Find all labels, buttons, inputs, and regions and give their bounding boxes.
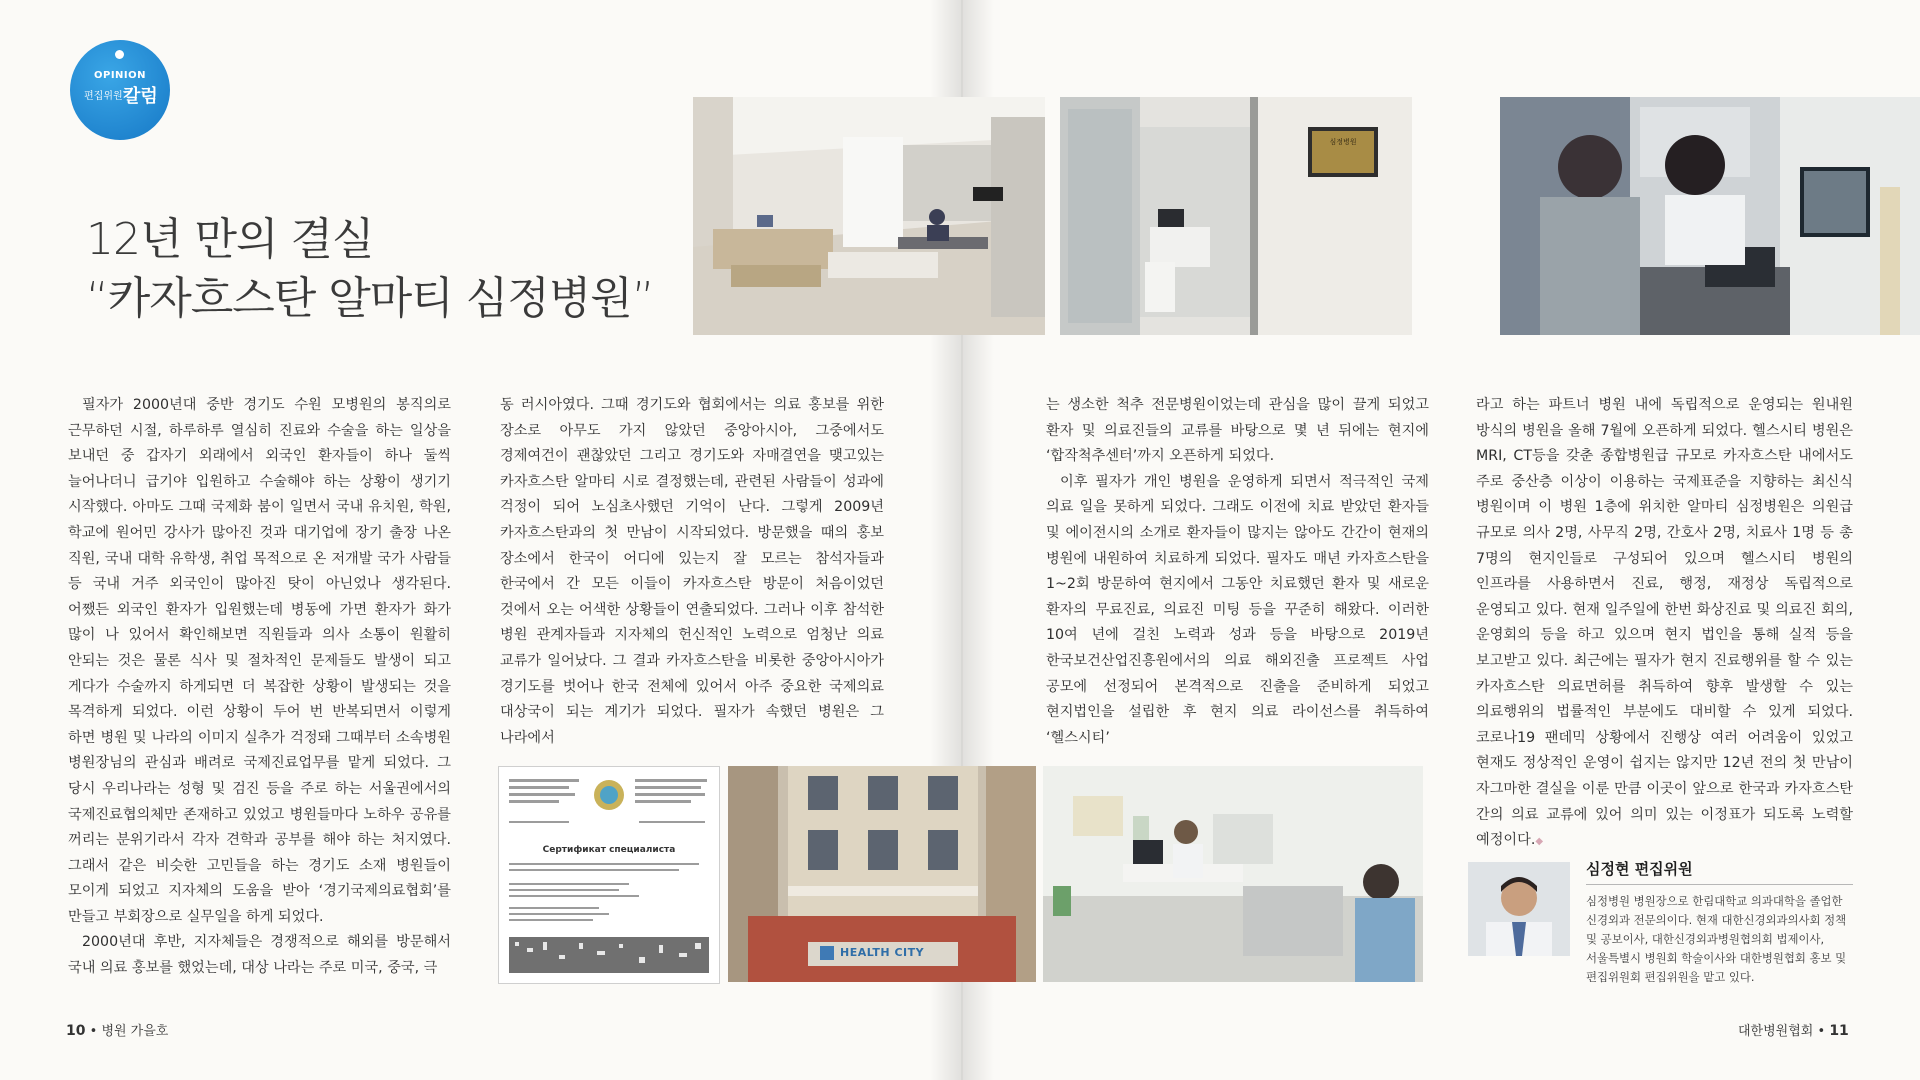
end-mark-icon: ◆ — [1535, 836, 1544, 848]
paragraph: 는 생소한 척추 전문병원이었는데 관심을 많이 끌게 되었고 환자 및 의료진들의 교류를 바탕으로 몇 년 뒤에는 현지에 ‘합작척추센터’까지 오픈하게 되었다. — [1046, 397, 1429, 465]
column-1 — [68, 393, 451, 982]
article-title — [86, 212, 654, 330]
author-divider — [1586, 884, 1853, 885]
office-plaque-photo — [1060, 97, 1412, 335]
certificate-heading: Сертификат специалиста — [542, 845, 676, 855]
column-4 — [1476, 393, 1853, 854]
paragraph: 2000년대 후반, 지자체들은 경쟁적으로 해외를 방문해서 국내 의료 홍보를 했었는데, 대상 나라는 주로 미국, 중국, 극 — [68, 934, 451, 977]
folio-bullet-icon: • — [1817, 1024, 1830, 1039]
left-page-number: 10 — [66, 1023, 86, 1039]
building-photo — [728, 766, 1036, 982]
consultation-photo — [1500, 97, 1920, 335]
lobby-photo — [693, 97, 1045, 335]
left-folio — [66, 1020, 168, 1039]
folio-bullet-icon: • — [89, 1024, 102, 1039]
badge-dot-icon — [115, 50, 124, 59]
badge-column-label: 칼럼 — [123, 86, 158, 107]
right-page-number: 11 — [1829, 1023, 1849, 1039]
left-folio-label: 병원 가을호 — [101, 1024, 169, 1039]
author-bio: 심정병원 병원장으로 한림대학교 의과대학을 졸업한 신경외과 전문의이다. 현재 대한신경외과의사회 정책 및 공보이사, 대한신경외과병원협의회 법제이사, 서울특별시 병원회 학술이사와 대한병원협회 홍보 및 편집위원회 편집위원을 맡고 있다. — [1586, 894, 1847, 984]
right-folio-label: 대한병원협회 — [1738, 1024, 1814, 1039]
plaque-text: 심정병원 — [1329, 138, 1357, 146]
column-3 — [1046, 393, 1429, 751]
paragraph: 라고 하는 파트너 병원 내에 독립적으로 운영되는 원내원 방식의 병원을 올해 7월에 오픈하게 되었다. 헬스시티 병원은 MRI, CT등을 갖춘 종합병원급 규모로 카자흐스탄 내에서도 주로 중산층 이상이 이용하는 국제표준을 지향하는 최신식 병원이며 이 병원 1층에 위치한 알마티 심정병원은 의원급 규모로 의사 2명, 사무직 2명, 간호사 2명, 치료사 1명 등 총 7명의 현지인들로 구성되어 있으며 헬스시티 병원의 인프라를 사용하면서 진료, 행정, 재정상 독립적으로 운영되고 있다. 현재 일주일에 한번 화상진료 및 의료진 회의, 운영회의 등을 하고 있으며 현지 법인을 통해 실적 등을 보고받고 있다. 최근에는 필자가 현지 진료행위를 할 수 있는 카자흐스탄 의료면허를 취득하여 향후 발생할 수 있는 의료행위의 법률적인 부분에도 대비할 수 있게 되었다. 코로나19 팬데믹 상황에서 진행상 여러 어려움이 있었고 현재도 정상적인 운영이 쉽지는 않지만 12년 전의 첫 만남이 자그마한 결실을 이룬 만큼 이곳이 앞으로 한국과 카자흐스탄 간의 의료 교류에 있어 의미 있는 이정표가 되도록 노력할 예정이다. — [1476, 397, 1853, 849]
opinion-badge — [70, 40, 170, 140]
paragraph: 이후 필자가 개인 병원을 운영하게 되면서 적극적인 국제 의료 일을 못하게 되었다. 그래도 이전에 치료 받았던 환자들 및 에이전시의 소개로 환자들이 많지는 않아도 간간이 현재의 병원에 내원하여 치료하게 되었다. 필자도 매년 카자흐스탄을 1~2회 방문하여 현지에서 그동안 치료했던 환자 및 새로운 환자의 무료진료, 의료진 미팅 등을 꾸준히 해왔다. 이러한 10여 년에 걸친 노력과 성과 등을 바탕으로 2019년 한국보건산업진흥원에서의 의료 해외진출 프로젝트 사업 공모에 선정되어 본격적으로 진출을 준비하게 되었고 현지법인을 설립한 후 현지 의료 라이선스를 취득하여 ‘헬스시티’ — [1046, 473, 1429, 746]
paragraph: 동 러시아였다. 그때 경기도와 협회에서는 의료 홍보를 위한 장소로 아무도 가지 않았던 중앙아시아, 그중에서도 경제여건이 괜찮았던 그리고 경기도와 자매결연을 맺고있는 카자흐스탄 알마티 시로 결정했는데, 관련된 사람들이 성과에 걱정이 되어 노심초사했던 기억이 난다. 그렇게 2009년 카자흐스탄과의 첫 만남이 시작되었다. 방문했을 때의 홍보 장소에서 한국이 어디에 있는지 잘 모르는 참석자들과 한국에서 간 모든 이들이 카자흐스탄 방문이 처음이었던 것에서 오는 어색한 상황들이 연출되었다. 그러나 이후 참석한 병원 관계자들과 지자체의 헌신적인 노력으로 엄청난 의료 교류가 일어났다. 그 결과 카자흐스탄을 비롯한 중앙아시아가 경기도를 벗어나 한국 전체에 있어서 아주 중요한 국제의료 대상국이 되는 계기가 되었다. 필자가 속했던 병원은 그 나라에서 — [500, 397, 884, 746]
certificate-image — [498, 766, 720, 984]
badge-editor-label: 편집위원 — [84, 91, 123, 102]
author-box — [1468, 858, 1853, 998]
title-line-1: 12년 만의 결실 — [86, 214, 374, 265]
right-folio — [1738, 1020, 1849, 1039]
paragraph: 필자가 2000년대 중반 경기도 수원 모병원의 봉직의로 근무하던 시절, 하루하루 열심히 진료와 수술을 하는 일상을 보내던 중 갑자기 외래에서 외국인 환자들이 하나 둘씩 늘어나더니 급기야 입원하고 수술해야 하는 상황이 생기기 시작했다. 아마도 그때 국제화 붐이 일면서 국내 유치원, 학원, 학교에 원어민 강사가 많아진 것과 대기업에 장기 출장 나온 직원, 국내 대학 유학생, 취업 목적으로 온 저개발 국가 사람들 등 국내 거주 외국인이 많아진 탓이 아닌었나 생각된다. 어쨌든 외국인 환자가 입원했는데 병동에 가면 환자가 화가 많이 나 있어서 확인해보면 직원들과 의사 소통이 원활히 안되는 것은 물론 식사 및 절차적인 문제들도 발생이 되고 게다가 수술까지 하게되면 더 복잡한 상황이 발생되는 것을 목격하게 되었다. 이런 상황이 두어 번 반복되면서 이렇게 하면 병원 및 나라의 이미지 실추가 걱정돼 그때부터 소속병원 병원장님의 관심과 배려로 국제진료업무를 맡게 되었다. 그 당시 우리나라는 성형 및 검진 등을 주로 하는 서울권에서의 국제진료협의체만 존재하고 있었고 병원들마다 노하우 공유를 꺼리는 분위기라서 각자 견학과 공부를 해야 하는 처지였다. 그래서 같은 비슷한 고민들을 하는 경기도 소재 병원들이 모이게 되었고 지자체의 도움을 받아 ‘경기국제의료협회’를 만들고 부회장으로 실무일을 하게 되었다. — [68, 397, 451, 925]
clinic-room-photo — [1043, 766, 1423, 982]
column-2 — [500, 393, 884, 751]
author-photo — [1468, 862, 1570, 956]
author-name: 심정현 편집위원 — [1586, 860, 1693, 878]
title-line-2: “카자흐스탄 알마티 심정병원” — [86, 273, 654, 324]
building-sign: HEALTH CITY — [840, 946, 925, 959]
badge-opinion-label: OPINION — [93, 70, 146, 81]
